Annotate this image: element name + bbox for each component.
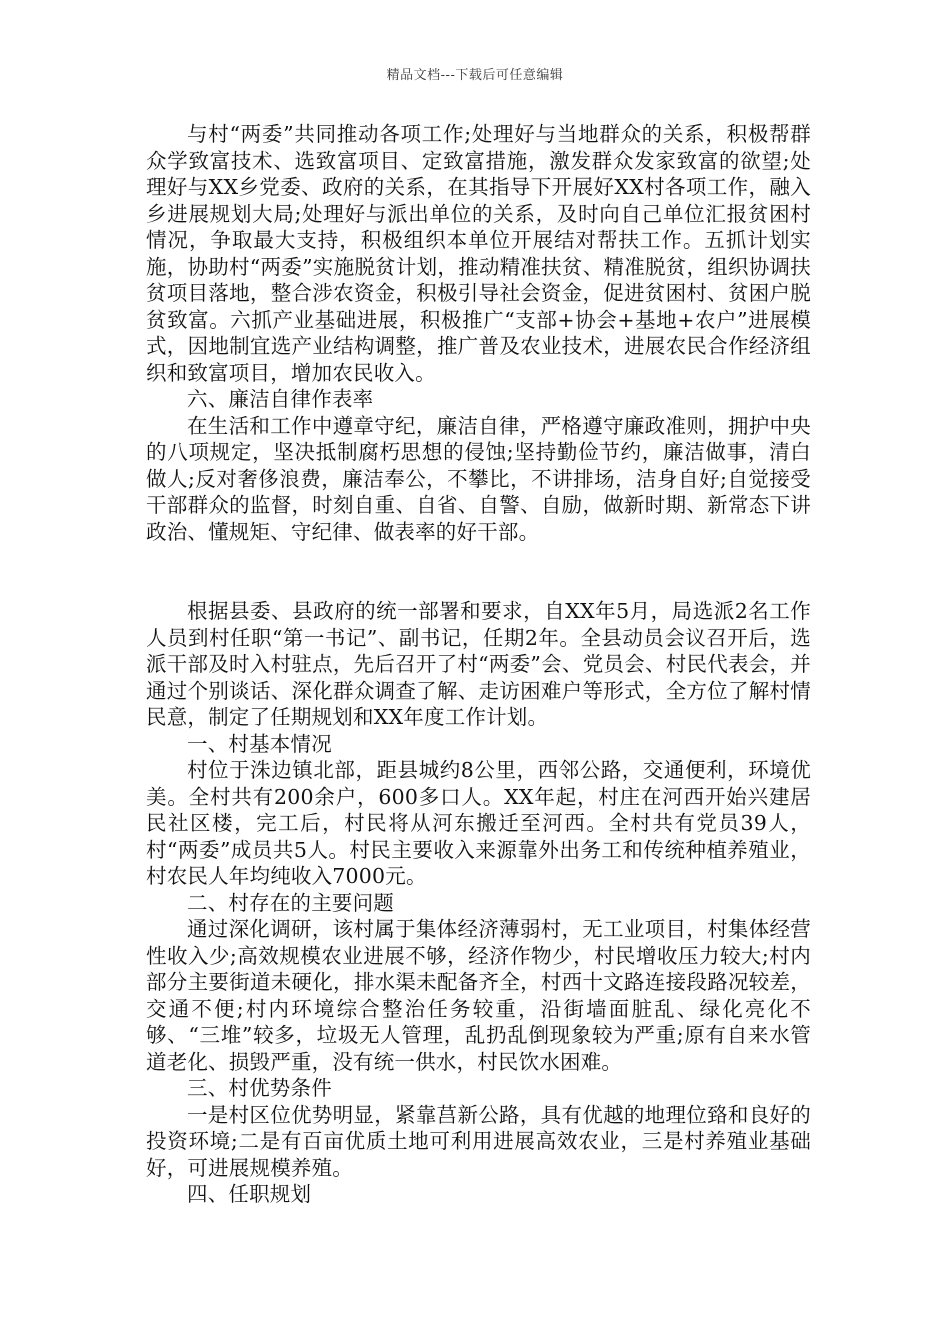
- heading-term-plan: 四、任职规划: [187, 1182, 312, 1206]
- paragraph-work-duties: 与村“两委”共同推动各项工作;处理好与当地群众的关系，积极帮群众学致富技术、选致富项目、定致富措施，激发群众发家致富的欲望;处理好与XX乡党委、政府的关系，在其指导下开展好XX村各项工作，融入乡进展规划大局;处理好与派出单位的关系，及时向自己单位汇报贫困村情况，争取最大支持，积极组织本单位开展结对帮扶工作。五抓计划实施，协助村“两委”实施脱贫计划，推动精准扶贫、精准脱贫，组织协调扶贫项目落地，整合涉农资金，积极引导社会资金，促进贫困村、贫困户脱贫致富。六抓产业基础进展，积极推广“支部+协会+基地+农户”进展模式，因地制宜选产业结构调整，推广普及农业技术，进展农民合作经济组织和致富项目，增加农民收入。: [146, 122, 811, 385]
- paragraph-intro: 根据县委、县政府的统一部署和要求，自XX年5月，局选派2名工作人员到村任职“第一书记”、副书记，任期2年。全县动员会议召开后，选派干部及时入村驻点，先后召开了村“两委”会、党员会、村民代表会，并通过个别谈话、深化群众调查了解、走访困难户等形式，全方位了解村情民意，制定了任期规划和XX年度工作计划。: [146, 599, 811, 729]
- paragraph-main-problems: 通过深化调研，该村属于集体经济薄弱村，无工业项目，村集体经营性收入少;高效规模农业进展不够，经济作物少，村民增收压力较大;村内部分主要街道未硬化，排水渠未配备齐全，村西十文路连接段路况较差，交通不便;村内环境综合整治任务较重，沿街墙面脏乱、绿化亮化不够、“三堆”较多，垃圾无人管理，乱扔乱倒现象较为严重;原有自来水管道老化、损毁严重，没有统一供水，村民饮水困难。: [146, 917, 811, 1074]
- heading-integrity: 六、廉洁自律作表率: [187, 387, 374, 411]
- heading-village-basics: 一、村基本情况: [187, 731, 332, 756]
- document-body: [146, 121, 811, 1208]
- paragraph-integrity: 在生活和工作中遵章守纪，廉洁自律，严格遵守廉政准则，拥护中央的八项规定，坚决抵制腐朽思想的侵蚀;坚持勤俭节约，廉洁做事，清白做人;反对奢侈浪费，廉洁奉公，不攀比，不讲排场，洁身自好;自觉接受干部群众的监督，时刻自重、自省、自警、自励，做新时期、新常态下讲政治、懂规矩、守纪律、做表率的好干部。: [146, 413, 811, 544]
- heading-advantages: 三、村优势条件: [187, 1076, 332, 1100]
- page-header: 精品文档---下载后可任意编辑: [386, 68, 564, 83]
- section-gap: [146, 545, 811, 598]
- paragraph-advantages: 一是村区位优势明显，紧靠莒新公路，具有优越的地理位臵和良好的投资环境;二是有百亩优质土地可利用进展高效农业，三是村养殖业基础好，可进展规模养殖。: [146, 1102, 811, 1180]
- heading-main-problems: 二、村存在的主要问题: [187, 890, 394, 915]
- paragraph-village-basics: 村位于洙边镇北部，距县城约8公里，西邻公路，交通便利，环境优美。全村共有200余户，600多口人。XX年起，村庄在河西开始兴建居民社区楼，完工后，村民将从河东搬迁至河西。全村共有党员39人，村“两委”成员共5人。村民主要收入来源靠外出务工和传统种植养殖业，村农民人年均纯收入7000元。: [146, 758, 811, 888]
